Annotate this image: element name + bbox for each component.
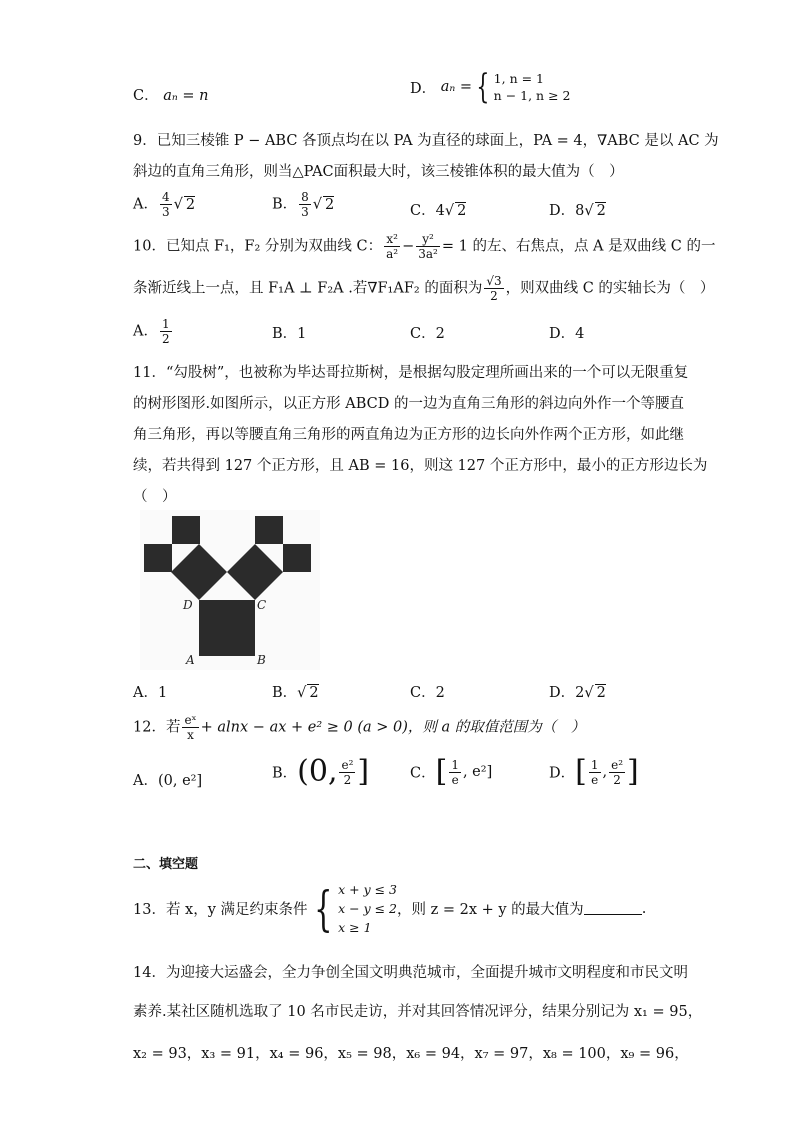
q13-prefix: 13．若 x，y 满足约束条件 <box>133 902 308 918</box>
q13-constraint-3: x ≥ 1 <box>338 920 372 935</box>
q9-option-a-label: A． <box>133 196 158 213</box>
q8-option-c-label: C． <box>133 88 159 104</box>
q12-option-d <box>549 754 639 789</box>
q12-option-d-open: [ <box>575 754 587 789</box>
q10-option-d: D．4 <box>549 326 585 342</box>
q9-option-c-coef: 4 <box>435 203 445 219</box>
q12-frac <box>182 713 198 742</box>
q8-option-d-cases <box>494 70 571 104</box>
frac-numerator: e² <box>611 757 624 772</box>
left-brace-icon: { <box>313 880 332 937</box>
figure-label-c: C <box>257 598 267 612</box>
sqrt-radicand: 2 <box>457 203 467 219</box>
sqrt-radicand: 2 <box>185 196 196 213</box>
frac-denominator: 3a² <box>418 247 438 261</box>
frac-denominator: e <box>591 772 599 787</box>
q10-frac-y <box>416 232 440 261</box>
q9-option-a: A． $\frac{4}{3}$ √ 2 <box>133 190 196 219</box>
frac-numerator: x² <box>384 232 400 247</box>
q8-option-c-expr: aₙ = n <box>163 88 209 104</box>
frac-denominator: a² <box>386 247 399 261</box>
frac-denominator: 2 <box>613 772 621 787</box>
q12-option-c-close: , e²] <box>462 764 493 780</box>
q8-option-d-case1: 1, n = 1 <box>493 71 544 86</box>
q9-option-b-frac <box>299 190 311 219</box>
left-brace-icon: { <box>476 67 490 107</box>
frac-denominator: x <box>187 728 194 742</box>
q10-line1-text-a: 10．已知点 F₁，F₂ 分别为双曲线 C： <box>133 238 383 255</box>
tree-square-base <box>199 600 255 656</box>
frac-denominator: 2 <box>343 772 352 787</box>
q10-option-a-frac <box>160 317 172 346</box>
q10-line2 <box>133 274 714 303</box>
q9-option-d: D．8√ 2 <box>549 203 606 219</box>
q8-option-d-label: D． <box>410 80 437 97</box>
q12-option-b-label: B． <box>272 765 298 782</box>
q12-option-d-frac2 <box>609 758 625 787</box>
q9-line2: 斜边的直角三角形，则当△PAC面积最大时，该三棱锥体积的最大值为（ ） <box>133 164 624 180</box>
tree-square-right-outer <box>283 544 311 572</box>
sqrt-radicand: 2 <box>309 685 319 701</box>
q8-option-d-case2: n − 1, n ≥ 2 <box>493 88 571 103</box>
figure-label-a: A <box>186 653 195 667</box>
q8-option-d <box>410 67 571 107</box>
q12-option-d-close: ] <box>627 754 639 789</box>
frac-numerator: 8 <box>301 190 309 204</box>
q13-answer-blank[interactable] <box>584 902 642 915</box>
frac-numerator: 4 <box>161 190 170 204</box>
q11-line2: 的树形图形.如图所示，以正方形 ABCD 的一边为直角三角形的斜边向外作一个等腰直 <box>133 396 684 412</box>
q11-option-d-label: D． <box>549 685 576 701</box>
q10-frac-area <box>484 274 503 303</box>
q13-constraint-1: x + y ≤ 3 <box>338 882 397 897</box>
q10-line2-text-b: ，则双曲线 C 的实轴长为（ ） <box>505 280 715 297</box>
q12-prefix: 12．若 <box>133 719 181 736</box>
q12-option-c-open: [ <box>435 754 448 789</box>
frac-numerator: y² <box>416 232 440 247</box>
q13-constraint-2: x − y ≤ 2 <box>338 901 397 916</box>
tree-square-left-top <box>172 516 200 544</box>
frac-denominator: 3 <box>161 205 170 219</box>
frac-numerator: e² <box>341 757 354 772</box>
q12-option-b-close: ] <box>357 754 370 789</box>
q12-option-a-text: (0, e²] <box>157 773 203 789</box>
frac-numerator: eˣ <box>184 713 197 727</box>
q12-option-b-open: (0, <box>297 754 338 789</box>
sqrt-radicand: 2 <box>596 685 606 701</box>
q10-line1 <box>133 232 715 261</box>
q9-option-c: C．4√ 2 <box>410 203 467 219</box>
frac-numerator: √3 <box>486 274 502 288</box>
sqrt-radicand: 2 <box>325 196 335 213</box>
q10-frac-x <box>384 232 400 261</box>
q13-end: . <box>641 900 647 917</box>
q11-option-a: A．1 <box>133 685 168 701</box>
q8-option-c <box>133 84 208 105</box>
q11-line1: 11．“勾股树”，也被称为毕达哥拉斯树，是根据勾股定理所画出来的一个可以无限重复 <box>133 365 689 381</box>
frac-denominator: e <box>451 772 459 787</box>
frac-numerator: 1 <box>590 757 599 772</box>
q12-expression: + alnx − ax + e² ≥ 0 (a > 0)，则 a 的取值范围为（ ） <box>200 719 586 736</box>
q12-option-c-label: C． <box>410 765 436 782</box>
q14-line1: 14．为迎接大运盛会，全力争创全国文明典范城市，全面提升城市文明程度和市民文明 <box>133 965 688 981</box>
section-heading: 二、填空题 <box>133 857 199 872</box>
frac-numerator: 1 <box>451 757 459 772</box>
frac-numerator: 1 <box>161 317 170 331</box>
q11-option-b-label: B． <box>272 685 298 701</box>
q9-option-d-label: D． <box>549 203 576 219</box>
q13-stem <box>133 880 646 937</box>
q8-option-d-prefix: aₙ = <box>440 79 473 95</box>
q10-option-b: B．1 <box>272 326 307 342</box>
q13-constraints <box>338 880 397 937</box>
q11-option-b: B．√ 2 <box>272 685 319 701</box>
tree-square-left-outer <box>144 544 172 572</box>
q12-option-d-comma: , <box>602 764 608 780</box>
q10-option-c: C．2 <box>410 326 445 342</box>
q9-line1: 9．已知三棱锥 P − ABC 各顶点均在以 PA 为直径的球面上，PA = 4，∇ABC 是以 AC 为 <box>133 133 719 149</box>
pythagoras-tree-figure <box>140 510 320 670</box>
q9-option-b: B． $\frac{8}{3}$ √ 2 <box>272 190 335 219</box>
q12-stem <box>133 713 585 742</box>
q10-line2-text-a: 条渐近线上一点，且 F₁A ⊥ F₂A .若∇F₁AF₂ 的面积为 <box>133 280 483 297</box>
q9-option-a-frac <box>160 190 172 219</box>
frac-denominator: 2 <box>490 289 498 303</box>
q11-line3: 角三角形，再以等腰直角三角形的两直角边为正方形的边长向外作两个正方形，如此继 <box>133 427 684 443</box>
q11-option-d-coef: 2 <box>575 685 585 701</box>
tree-square-right-top <box>255 516 283 544</box>
q10-line1-text-b: = 1 的左、右焦点，点 A 是双曲线 C 的一 <box>441 238 716 255</box>
q9-option-b-label: B． <box>272 196 298 213</box>
q14-line2: 素养.某社区随机选取了 10 名市民走访，并对其回答情况评分，结果分别记为 x₁ = 95， <box>133 1004 703 1020</box>
q10-option-a <box>133 317 174 346</box>
q12-option-d-label: D． <box>549 765 576 782</box>
figure-label-d: D <box>183 598 193 612</box>
q12-option-b <box>272 754 370 789</box>
q10-minus: − <box>402 238 415 255</box>
q12-option-c-frac <box>449 758 461 787</box>
q13-wrap <box>133 880 646 937</box>
frac-denominator: 3 <box>301 205 309 219</box>
q12-option-c <box>410 754 493 789</box>
q11-line5: （ ） <box>133 489 177 505</box>
q13-suffix: ，则 z = 2x + y 的最大值为 <box>397 902 584 918</box>
q11-option-c: C．2 <box>410 685 445 701</box>
q10-option-a-label: A． <box>133 323 158 340</box>
q9-option-d-coef: 8 <box>575 203 585 219</box>
q12-option-a <box>133 769 202 790</box>
q11-option-d: D．2√ 2 <box>549 685 606 701</box>
q9-option-c-label: C． <box>410 203 436 219</box>
frac-denominator: 2 <box>161 332 170 346</box>
q8-option-d-expr <box>440 67 571 107</box>
q11-line4: 续，若共得到 127 个正方形，且 AB = 16，则这 127 个正方形中，最小的正方形边长为 <box>133 458 708 474</box>
q12-option-d-frac1 <box>589 758 601 787</box>
figure-label-b: B <box>257 653 266 667</box>
q12-option-a-label: A． <box>133 773 158 789</box>
q12-option-b-frac <box>339 758 355 787</box>
sqrt-radicand: 2 <box>596 203 606 219</box>
q14-line3: x₂ = 93，x₃ = 91，x₄ = 96，x₅ = 98，x₆ = 94，x₇ = 97，x₈ = 100，x₉ = 96， <box>133 1046 689 1062</box>
